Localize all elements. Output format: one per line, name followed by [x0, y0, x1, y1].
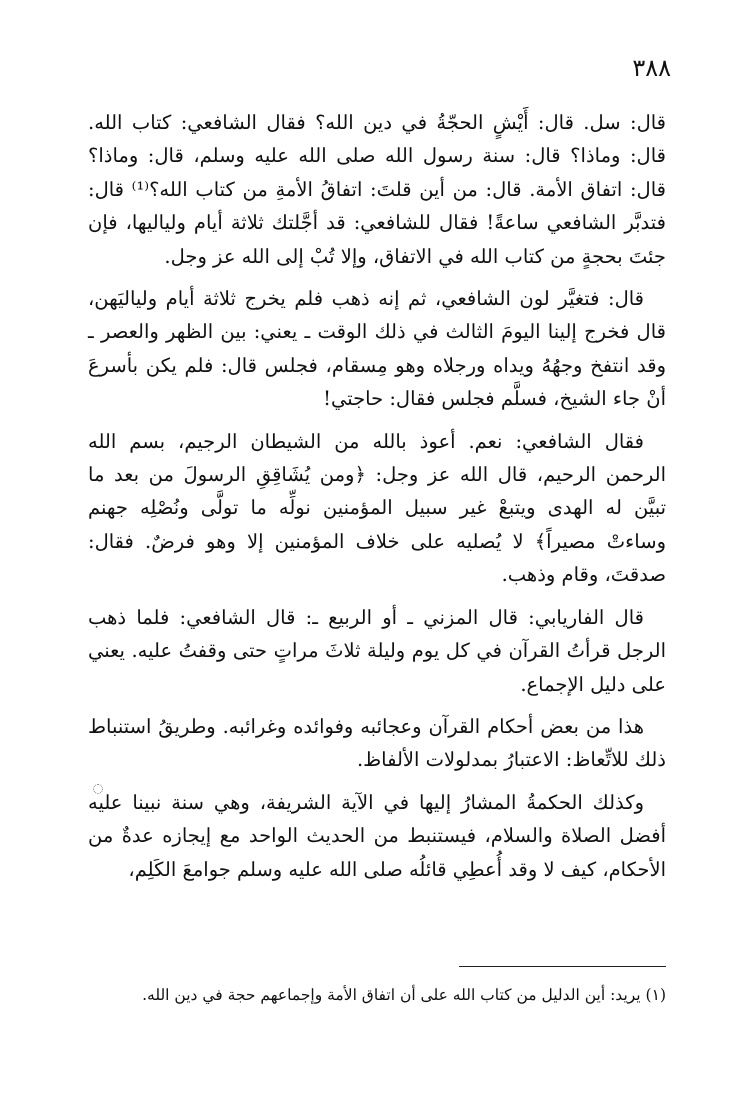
paragraph-3: فقال الشافعي: نعم. أعوذ بالله من الشيطان الرجيم، بسم الله الرحمن الرحيم، قال الله عز وجل: ﴿ومن يُشَاقِقِ الرسولَ من بعد ما تبيَّن له الهدى ويتبعْ غير سبيل المؤمنين نولِّه ما تولَّى ونُصْلِه جهنم وساءتْ مصيراً﴾ لا يُصليه على خلاف المؤمنين إلا وهو فرضٌ. فقال: صدقتَ، وقام وذهب.	[88, 429, 666, 587]
scan-speck	[93, 784, 103, 794]
paragraph-1: قال: سل. قال: أَيْشٍ الحجّةُ في دين الله؟ فقال الشافعي: كتاب الله. قال: وماذا؟ قال: سنة رسول الله صلى الله عليه وسلم، قال: وماذا؟ قال: اتفاق الأمة. قال: من أين قلتَ: اتفاقُ الأمةِ من كتاب الله؟⁽¹⁾ قال: فتدبَّر الشافعي ساعةً! فقال للشافعي: قد أجَّلتك ثلاثة أيام ولياليها، فإن جئتَ بحجةٍ من كتاب الله في الاتفاق، وإلا تُبْ إلى الله عز وجل.	[88, 111, 666, 268]
paragraph-5: هذا من بعض أحكام القرآن وعجائبه وفوائده وغرائبه. وطريقُ استنباط ذلك للاتِّعاظ: الاعتبارُ بمدلولات الألفاظ.	[88, 714, 666, 772]
body-text	[88, 106, 666, 886]
footnote: (١) يريد: أين الدليل من كتاب الله على أن اتفاق الأمة وإجماعهم حجة في دين الله.	[142, 986, 666, 1004]
footnote-divider	[459, 966, 666, 967]
paragraph-6: وكذلك الحكمةُ المشارُ إليها في الآية الشريفة، وهي سنة نبينا عليه أفضل الصلاة والسلام، فيستنبط من الحديث الواحد مع إيجازه عدةٌ من الأحكام، كيف لا وقد أُعطِي قائلُه صلى الله عليه وسلم جوامعَ الكَلِم،	[88, 790, 666, 881]
page-number: ٣٨٨	[632, 54, 671, 82]
paragraph-2: قال: فتغيَّر لون الشافعي، ثم إنه ذهب فلم يخرج ثلاثة أيام ولياليَهن، قال فخرج إلينا اليومَ الثالث في ذلك الوقت ـ يعني: بين الظهر والعصر ـ وقد انتفخ وجهُهُ ويداه ورجلاه وهو مِسقام، فجلس قال: فلم يكن بأسرعَ أنْ جاء الشيخ، فسلَّم فجلس فقال: حاجتي!	[88, 287, 666, 411]
paragraph-4: قال الفاريابي: قال المزني ـ أو الربيع ـ: قال الشافعي: فلما ذهب الرجل قرأتُ القرآن في كل يوم وليلة ثلاثَ مراتٍ حتى وقفتُ عليه. يعني على دليل الإجماع.	[88, 605, 666, 696]
